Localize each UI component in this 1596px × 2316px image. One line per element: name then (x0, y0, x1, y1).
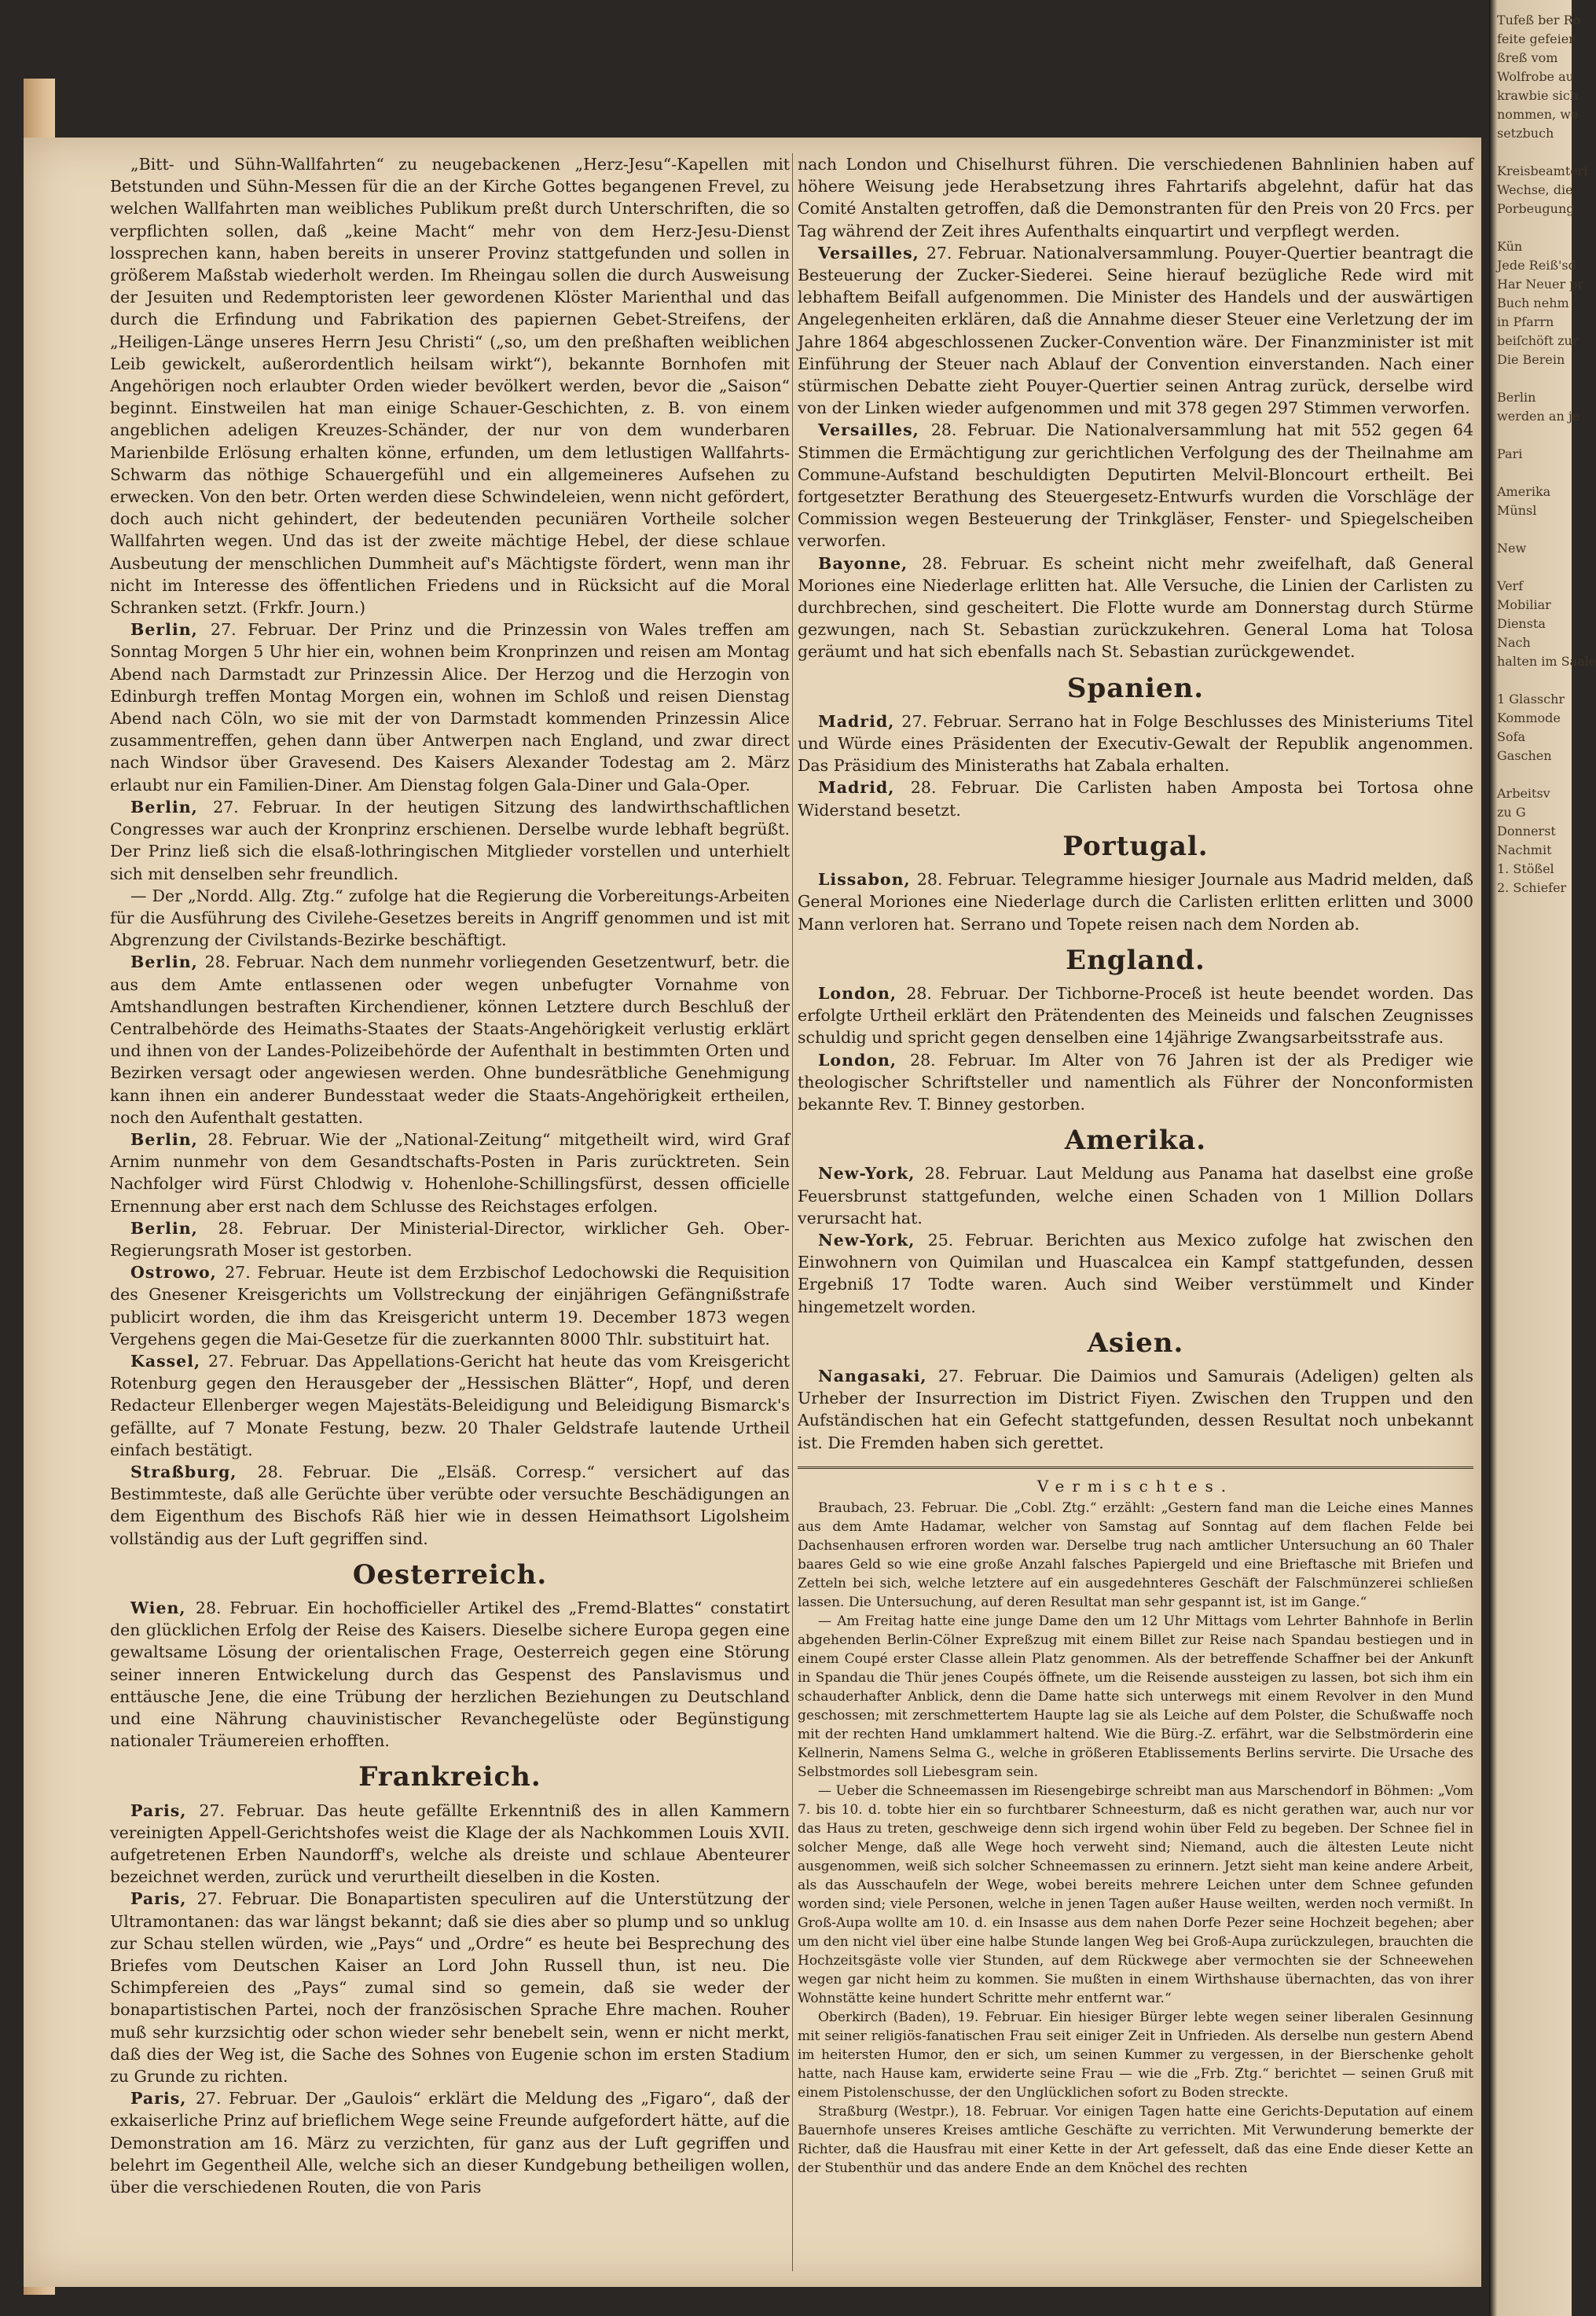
column-divider (792, 153, 793, 2271)
section-heading-asia: Asien. (1087, 1327, 1184, 1359)
misc-item: Straßburg (Westpr.), 18. Februar. Vor einigen Tagen hatte eine Gerichts-Deputation auf einem Bauernhofe unseres Kreises amtliche Geschäfte zu verrichten. Mit Verwunderung bemerkte der Richter, daß die Hausfrau mit einer Kette in der Art gefesselt, daß das eine Ende dieser Kette an der Stubenthür und das andere Ende an dem Knöchel des rechten (798, 2103, 1473, 2176)
dateline-place: Ostrowo, (130, 1263, 226, 1283)
news-text: 27. Februar. Der „Gaulois“ erklärt die Meldung des „Figaro“, daß der exkaiserliche Prinz auf brieflichem Wege seine Freunde aufgefordert hätte, auf die Demonstration am 16. März zu verzichten, für ganz aus der Luft gegriffen und belehrt im Gegentheil Alle, welche sich an dieser Kundgebung betheiligen wollen, über die verschiedenen Routen, die von Paris (110, 2089, 791, 2197)
dateline-place: Versailles, (818, 420, 931, 440)
section-heading-austria: Oesterreich. (352, 1558, 548, 1591)
dateline-place: Straßburg, (130, 1462, 258, 1481)
news-item (798, 776, 1473, 820)
dateline-place: Paris, (130, 1800, 200, 1820)
news-item (110, 1597, 790, 1752)
section-heading-spain: Spanien. (1066, 672, 1205, 704)
miscellaneous-section (798, 1477, 1473, 2178)
dateline-place: New-York, (818, 1230, 928, 1250)
news-item (798, 710, 1473, 777)
adjacent-page-text: Tufeß ber Ro feite gefeier ßreß vom Wolfrobe au krawbie sich nommen, we setzbuch Kreisbeamteri Wechse, die Porbeugung Kün Jede Reiß'sd Har Neuer pr Buch nehm in Pfarrn beiſchöft zur Die Berein Berlin werden an je Pari Amerika Münsl New Verf Mobiliar Diensta Nach halten im Saale 1 Glasschr Kommode Sofa Gaschen Arbeitsv zu G Donnerst Nachmit 1. Stößel 2. Schiefer (1497, 13, 1596, 895)
news-text: 28. Februar. Telegramme hiesiger Journale aus Madrid melden, daß General Moriones eine Niederlage durch die Carlisten erlitten erlitten und 3000 Mann verloren hat. Serrano und Topete reisen nach dem Norden ab. (798, 870, 1473, 934)
news-item (798, 1049, 1473, 1116)
continuation-paragraph: nach London und Chiselhurst führen. Die verschiedenen Bahnlinien haben auf höhere Weisung jede Herabsetzung ihres Fahrtarifs abgelehnt, dafür hat das Comité Anstalten getroffen, daß die Demonstranten für den Preis von 20 Frcs. per Tag während der Zeit ihres Aufenthalts einquartirt und verpflegt werden. (798, 155, 1473, 240)
news-text: 28. Februar. Die „Elsäß. Corresp.“ versichert auf das Bestimmteste, daß alle Gerüchte über verübte oder versuchte Beschädigungen an dem Eigenthum des Bischofs Räß hier wie in dessen Heimathsort Ligolsheim vollständig aus der Luft gegriffen sind. (110, 1462, 790, 1548)
news-item (798, 242, 1473, 420)
adjacent-page-fragment (1489, 0, 1596, 2316)
dateline-place: Wien, (130, 1598, 196, 1617)
news-item (110, 1350, 790, 1461)
dateline-place: London, (818, 983, 907, 1003)
news-text: 27. Februar. Die Bonapartisten speculiren auf die Unterstützung der Ultramontanen: das war längst bekannt; daß sie dies aber so plump und so unklug zur Schau stellen würden, wie „Pays“ und „Ordre“ es heute bei Besprechung des Briefes vom Deutschen Kaiser an Lord John Russell thun, ist neu. Die Schimpfereien des „Pays“ zumal sind so gemein, daß sie weder der bonapartistischen Partei, noch der französischen Sprache Ehre machen. Rouher muß sehr kurzsichtig oder schon wieder sehr benebelt sein, wenn er nicht merkt, daß dies der Weg ist, die Sache des Sohnes von Eugenie schon im ersten Stadium zu Grunde zu richten. (110, 1889, 790, 2087)
news-text: 28. Februar. Der Ministerial-Director, wirklicher Geh. Ober-Regierungsrath Moser ist gestorben. (110, 1218, 790, 1260)
news-item (110, 618, 790, 796)
news-item (798, 1229, 1473, 1318)
dateline-place: Berlin, (130, 1218, 218, 1238)
news-text: 28. Februar. Die Nationalversammlung hat mit 552 gegen 64 Stimmen die Ermächtigung zur gerichtlichen Verfolgung des der Theilnahme am Commune-Aufstand beschuldigten Deputirten Melvil-Bloncourt ertheilt. Bei fortgesetzter Berathung des Steuergesetz-Entwurfs wurden die Vorschläge der Commission wegen Besteuerung der Trinkgläser, Fenster- und Spiegelscheiben verworfen. (798, 420, 1473, 551)
news-text: 27. Februar. Der Prinz und die Prinzessin von Wales treffen am Sonntag Morgen 5 Uhr hier ein, wohnen beim Kronprinzen und reisen am Montag Abend nach Darmstadt zur Prinzessin Alice. Der Herzog und die Herzogin von Edinburgh treffen Montag Morgen ein, wohnen im Schloß und reisen Dienstag Abend nach Cöln, wo sie mit der von Darmstadt kommenden Prinzessin Alice zusammentreffen, gehen dann über Antwerpen nach England, und zwar direct nach Windsor über Gravesend. Des Kaisers Alexander Todestag am 2. März erlaubt nur ein Familien-Diner. Am Dienstag folgen Gala-Diner und Gala-Oper. (110, 620, 790, 795)
news-text: 25. Februar. Berichten aus Mexico zufolge hat zwischen den Einwohnern von Quimilan und Huascalcea ein Kampf stattgefunden, dessen Ergebniß 17 Todte waren. Auch sind Weiber verstümmelt und Kinder hingemetzelt worden. (798, 1230, 1473, 1316)
dateline-place: Berlin, (130, 620, 211, 640)
dateline-place: New-York, (818, 1164, 925, 1184)
news-text: — Der „Nordd. Allg. Ztg.“ zufolge hat die Regierung die Vorbereitungs-Arbeiten für die Ausführung des Civilehe-Gesetzes bereits in Angriff genommen und ist mit Abgrenzung der Civilstands-Bezirke beschäftigt. (110, 886, 790, 950)
news-text: 28. Februar. Es scheint nicht mehr zweifelhaft, daß General Moriones eine Niederlage erlitten hat. Alle Versuche, die Linien der Carlisten zu durchbrechen, sind gescheitert. Die Flotte wurde am Donnerstag durch Stürme gezwungen, nach St. Sebastian zurückzukehren. General Loma hat Tolosa geräumt und hat sich ebenfalls nach St. Sebastian zurückgewendet. (798, 553, 1473, 662)
dateline-place: Madrid, (818, 778, 911, 798)
news-text: 27. Februar. Nationalversammlung. Pouyer-Quertier beantragt die Besteuerung der Zucker-Siederei. Seine hierauf bezügliche Rede wird mit lebhaftem Beifall aufgenommen. Die Minister des Handels und der auswärtigen Angelegenheiten erklären, daß die Annahme dieser Steuer eine Verletzung der im Jahre 1864 abgeschlossenen Zucker-Convention wäre. Der Finanzminister ist mit Einführung der Steuer nach Ablauf der Convention einverstanden. Nach einer stürmischen Debatte zieht Pouyer-Quertier seinen Antrag zurück, derselbe wird von der Linken wieder aufgenommen und mit 378 gegen 297 Stimmen verworfen. (798, 243, 1473, 418)
news-text: 27. Februar. Das heute gefällte Erkenntniß des in allen Kammern vereinigten Appell-Gerichtshofes weist die Klage der als Nachkommen Louis XVII. aufgetretenen Erben Naundorff's, welche als dreiste und schlaue Abenteurer bezeichnet werden, zurück und verurtheilt dieselben in die Kosten. (110, 1800, 790, 1887)
news-item (110, 1217, 790, 1261)
news-item (110, 1888, 790, 2087)
news-text: 28. Februar. Ein hochofficieller Artikel des „Fremd-Blattes“ constatirt den glücklichen Erfolg der Reise des Kaisers. Dieselbe sichere Europa gegen eine gewaltsame Lösung der orientalischen Frage, Oesterreich gegen eine Störung seiner inneren Entwickelung durch das Gespenst des Panslavismus und enttäusche Jene, die eine Trübung der herzlichen Beziehungen zu Deutschland und eine Nährung chauvinistischer Revanchegelüste oder Begünstigung nationaler Träumereien erhofften. (110, 1598, 790, 1751)
dateline-place: Versailles, (818, 243, 926, 262)
misc-item: Oberkirch (Baden), 19. Februar. Ein hiesiger Bürger lebte wegen seiner liberalen Gesinnung mit seiner religiös-fanatischen Frau seit einiger Zeit in Unfrieden. Als derselbe nun gestern Abend im heitersten Humor, den er sich, um seinen Kummer zu vergessen, in der Bierschenke geholt hatte, nach Hause kam, erwiderte seine Frau — wie die „Frb. Ztg.“ berichtet — seinen Gruß mit einem Pistolenschusse, der den Unglücklichen sofort zu Boden streckte. (798, 2009, 1473, 2101)
misc-heading: Vermischtes. (1036, 1476, 1235, 1496)
news-item (110, 1129, 790, 1217)
dateline-place: Madrid, (818, 711, 902, 731)
dateline-place: London, (818, 1050, 911, 1070)
section-heading-portugal: Portugal. (1062, 830, 1209, 862)
right-column (798, 153, 1473, 2178)
news-item (110, 796, 790, 885)
misc-item: Braubach, 23. Februar. Die „Cobl. Ztg.“ erzählt: „Gestern fand man die Leiche eines Mannes aus dem Amte Hadamar, welcher von Samstag auf Sonntag auf dem flachen Felde bei Dachsenhausen erfroren worden war. Derselbe trug nach amtlicher Untersuchung an 60 Thaler baares Geld so wie eine große Anzahl falsches Papiergeld und eine Brieftasche mit Briefen und Zetteln bei sich, welche letztere auf ein ausgedehnteres Geschäft der Falschmünzerei schließen lassen. Die Untersuchung, auf deren Resultat man sehr gespannt ist, ist im Gange.“ (798, 1499, 1473, 1610)
news-text: 27. Februar. Serrano hat in Folge Beschlusses des Ministeriums Titel und Würde eines Präsidenten der Executiv-Gewalt der Republik angenommen. Das Präsidium des Ministeraths hat Zabala erhalten. (798, 711, 1473, 776)
section-heading-england: England. (1066, 944, 1205, 976)
dateline-place: Berlin, (130, 797, 214, 817)
dateline-place: Nangasaki, (818, 1366, 938, 1386)
news-item (798, 1162, 1473, 1229)
misc-item: — Ueber die Schneemassen im Riesengebirge schreibt man aus Marschendorf in Böhmen: „Vom 7. bis 10. d. tobte hier ein so furchtbarer Schneesturm, daß es nicht gerathen war, auch nur vor das Haus zu treten, geschweige denn sich irgend wohin über Feld zu begeben. Der Schnee fiel in solcher Menge, daß alle Wege hoch verweht sind; Niemand, auch die ältesten Leute nicht ausgenommen, weiß sich solcher Schneemassen zu erinnern. Jetzt sieht man keine andere Arbeit, als das Ausschaufeln der Wege, wobei bereits mehrere Leichen unter dem Schnee gefunden worden sind; viele Personen, welche in jenen Tagen außer Hause weilten, werden noch vermißt. In Groß-Aupa wollte am 10. d. ein Insasse aus dem nahen Dorfe Pezer seine Hochzeit begehen; aber um den nicht viel über eine halbe Stunde langen Weg bei Groß-Aupa zurückzulegen, brauchten die Hochzeitsgäste volle vier Stunden, auf dem Rückwege aber vermochten sie der Schneewehen wegen gar nicht heim zu kommen. Sie mußten in einem Wirthshause übernachten, das von ihrer Wohnstätte keine hundert Schritte mehr entfernt war.“ (798, 1782, 1473, 2006)
news-item (110, 2087, 790, 2198)
news-text: 27. Februar. Heute ist dem Erzbischof Ledochowski die Requisition des Gnesener Kreisgerichts um Vollstreckung der einjährigen Gefängnißstrafe publicirt worden, die ihm das Kreisgericht unterm 19. December 1873 wegen Vergehens gegen die Mai-Gesetze für die zuerkannten 8000 Thlr. substituirt hat. (110, 1263, 791, 1349)
news-item (110, 1261, 790, 1350)
news-text: 28. Februar. Die Carlisten haben Amposta bei Tortosa ohne Widerstand besetzt. (798, 778, 1473, 820)
news-text: 28. Februar. Im Alter von 76 Jahren ist der als Prediger wie theologischer Schriftsteller und namentlich als Führer der Nonconformisten bekannte Rev. T. Binney gestorben. (798, 1050, 1473, 1114)
news-item (110, 1800, 790, 1888)
left-column (110, 153, 790, 2198)
news-text: 28. Februar. Der Tichborne-Proceß ist heute beendet worden. Das erfolgte Urtheil erklärt den Prätendenten des Meineids und falschen Zeugnisses schuldig und spricht gegen denselben eine 14jährige Zwangsarbeitsstrafe aus. (798, 983, 1473, 1048)
news-item (110, 951, 790, 1129)
news-item (798, 1365, 1473, 1454)
news-text: 28. Februar. Wie der „National-Zeitung“ mitgetheilt wird, wird Graf Arnim nunmehr von dem Gesandtschafts-Posten in Paris zurücktreten. Sein Nachfolger wird Fürst Chlodwig v. Hohenlohe-Schillingsfürst, dessen officielle Ernennung aber erst nach dem Schlusse des Reichstages erfolgen. (110, 1129, 790, 1216)
dateline-place: Berlin, (130, 952, 205, 972)
news-text: 27. Februar. In der heutigen Sitzung des landwirthschaftlichen Congresses war auch der Kronprinz erschienen. Derselbe wurde lebhaft begrüßt. Der Prinz ließ sich die elsaß-lothringischen Mitglieder vorstellen und unterhielt sich mit denselben sehr freundlich. (110, 797, 790, 883)
news-item (798, 868, 1473, 935)
news-item (110, 1461, 790, 1550)
section-rule (798, 1466, 1473, 1469)
news-text: 27. Februar. Das Appellations-Gericht hat heute das vom Kreisgericht Rotenburg gegen den Herausgeber der „Hessischen Blätter“, Hopf, und deren Redacteur Ellenberger wegen Majestäts-Beleidigung und Beleidigung Bismarck's gefällte, auf 7 Monate Festung, bezw. 20 Thaler Geldstrafe lautende Urtheil einfach bestätigt. (110, 1351, 790, 1459)
dateline-place: Lissabon, (818, 870, 917, 890)
section-heading-america: Amerika. (1064, 1125, 1207, 1157)
intro-paragraph: „Bitt- und Sühn-Wallfahrten“ zu neugebackenen „Herz-Jesu“-Kapellen mit Betstunden und Sühn-Messen für die an der Kirche Gottes begangenen Frevel, zu welchen Wallfahrten man weibliches Publikum preßt durch Unterschriften, die so verpflichten sollen, daß „keine Macht“ mehr von dem Herz-Jesu-Dienst lossprechen kann, haben bereits in unserer Provinz stattgefunden und sollen in größerem Maßstab wiederholt werden. Im Rheingau sollen die durch Ausweisung der Jesuiten und Redemptoristen leer gewordenen Klöster Marienthal und das durch die Erfindung und Fabrikation des papiernen Gebet-Streifens, der „Heiligen-Länge unseres Herrn Jesu Christi“ („so, um den preßhaften weiblichen Leib gewickelt, außerordentlich heilsam wirkt“), bekannte Bornhofen mit Angehörigen noch erlaubter Orden wieder bevölkert werden, bevor die „Saison“ beginnt. Einstweilen hat man einige Schauer-Geschichten, z. B. von einem angeblichen adeligen Kreuzes-Schänder, der nur von dem wunderbaren Marienbilde Erlösung erhalten könne, erfunden, um dem letlustigen Wallfahrts-Schwarm das nöthige Schauergefühl und ein allgemeineres Aufsehen zu erwecken. Von den betr. Orten werden diese Schwindeleien, wenn nicht gefördert, doch auch nicht gehindert, der bedeutenden pecuniären Vortheile solcher Wallfahrten wegen. Und das ist der zweite mächtige Hebel, der diese schlaue Ausbeutung der menschlichen Dummheit auf's Mächtigste fördert, wenn man ihr nicht im Interesse des öffentlichen Friedens und in Rücksicht auf die Moral Schranken setzt. (Frkfr. Journ.) (110, 155, 790, 618)
news-text: 27. Februar. Die Daimios und Samurais (Adeligen) gelten als Urheber der Insurrection im District Fiyen. Zwischen den Truppen und den Aufständischen hat ein Gefecht stattgefunden, dessen Resultat noch unbekannt ist. Die Fremden haben sich gerettet. (798, 1366, 1473, 1452)
dateline-place: Kassel, (130, 1351, 208, 1371)
misc-item: — Am Freitag hatte eine junge Dame den um 12 Uhr Mittags vom Lehrter Bahnhofe in Berlin abgehenden Berlin-Cölner Expreßzug mit einem Billet zur Reise nach Spandau bestiegen und in einem Coupé erster Classe allein Platz genommen. Als der betreffende Schaffner bei der Ankunft in Spandau die Thür jenes Coupés öffnete, um die Reisende aussteigen zu lassen, bot sich ihm ein schauderhafter Anblick, denn die Dame hatte sich unterwegs mit einem Revolver in den Mund geschossen; mit zerschmettertem Haupte lag sie als Leiche auf dem Polster, die Schußwaffe noch mit der rechten Hand umklammert haltend. Wie die Bürg.-Z. erfährt, war die Selbstmörderin eine Kellnerin, Namens Selma G., welche in größeren Etablissements Berlins servirte. Die Ursache des Selbstmordes soll Liebesgram sein. (798, 1613, 1473, 1780)
dateline-place: Bayonne, (818, 553, 923, 573)
news-item (110, 885, 790, 952)
dateline-place: Paris, (130, 1889, 197, 1909)
section-heading-france: Frankreich. (358, 1761, 541, 1793)
news-text: 28. Februar. Nach dem nunmehr vorliegenden Gesetzentwurf, betr. die aus dem Amte entlassenen oder wegen unbefugter Vornahme von Amtshandlungen bestraften Kirchendiener, können Letztere durch Beschluß der Centralbehörde des Heimaths-Staates der Staats-Angehörigkeit verlustig erklärt und ihnen von der Landes-Polizeibehörde der Aufenthalt in bestimmten Orten und Bezirken versagt oder angewiesen werden. Ohne bundesrätbliche Genehmigung kann ihnen ein anderer Bundesstaat weder die Staats-Angehörigkeit ertheilen, noch den Aufenthalt gestatten. (110, 952, 790, 1127)
news-item (798, 552, 1473, 663)
dateline-place: Berlin, (130, 1129, 208, 1149)
news-text: 28. Februar. Laut Meldung aus Panama hat daselbst eine große Feuersbrunst stattgefunden, welche einen Schaden von 1 Million Dollars verursacht hat. (798, 1164, 1473, 1228)
news-item (798, 982, 1473, 1049)
dateline-place: Paris, (130, 2089, 196, 2109)
news-item (798, 419, 1473, 552)
